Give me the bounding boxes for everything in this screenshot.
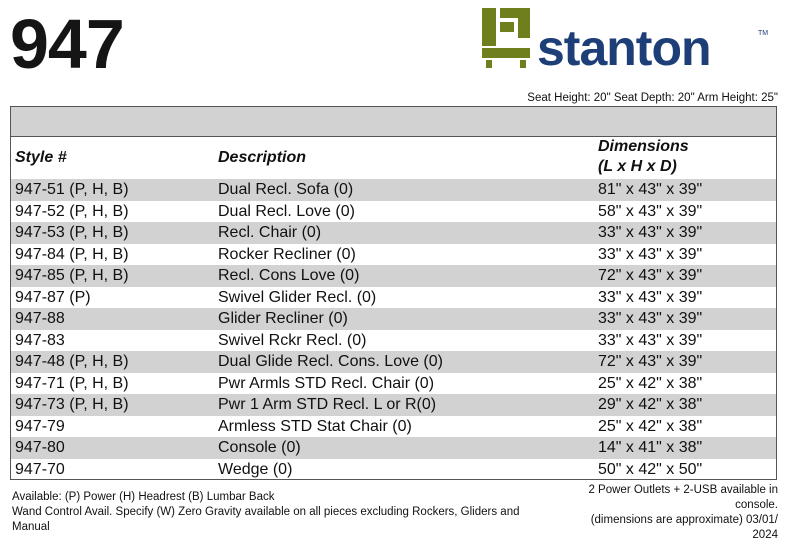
table-row [11,351,776,373]
product-table [10,106,777,480]
dimensions-cell: 33" x 43" x 39" [598,245,703,263]
description-cell: Pwr Armls STD Recl. Chair (0) [218,374,435,392]
seat-dimensions-info: Seat Height: 20" Seat Depth: 20" Arm Height: 25" [527,92,778,104]
table-row [11,330,776,352]
description-cell: Glider Recliner (0) [218,310,348,327]
column-header-dimensions: Dimensions [598,138,689,155]
description-cell: Swivel Glider Recl. (0) [218,288,377,306]
logo-mark-icon [482,8,534,68]
style-cell: 947-83 [15,331,65,349]
description-cell: Dual Recl. Sofa (0) [218,181,354,198]
dimensions-cell: 72" x 43" x 39" [598,267,703,284]
table-row [11,437,776,459]
dimensions-cell: 50" x 42" x 50" [598,460,703,478]
style-cell: 947-87 (P) [15,288,91,306]
brand-name: stanton [537,20,711,76]
table-row [11,265,776,287]
description-cell: Armless STD Stat Chair (0) [218,417,412,435]
table-row [11,416,776,438]
description-cell: Recl. Cons Love (0) [218,267,360,284]
table-row [11,394,776,416]
dimensions-disclaimer: (dimensions are approximate) 03/01/ 2024 [590,514,778,541]
description-cell: Pwr 1 Arm STD Recl. L or R(0) [218,396,437,413]
power-outlets-note: 2 Power Outlets + 2-USB available in console. [588,484,778,511]
style-cell: 947-88 [15,310,65,327]
dimensions-cell: 72" x 43" x 39" [598,353,703,370]
availability-legend: Available: (P) Power (H) Headrest (B) Lumbar Back [12,491,275,503]
description-cell: Dual Recl. Love (0) [218,202,355,220]
model-number: 947 [10,5,124,83]
dimensions-cell: 25" x 42" x 38" [598,374,703,392]
description-cell: Wedge (0) [218,460,293,478]
dimensions-cell: 58" x 43" x 39" [598,202,703,220]
style-cell: 947-53 (P, H, B) [15,224,129,241]
table-header [11,137,776,179]
column-header-style: Style # [15,149,67,166]
dimensions-cell: 33" x 43" x 39" [598,224,703,241]
style-cell: 947-85 (P, H, B) [15,267,129,284]
description-cell: Console (0) [218,439,301,456]
table-row [11,201,776,223]
description-cell: Recl. Chair (0) [218,224,322,241]
style-cell: 947-80 [15,439,65,456]
style-cell: 947-79 [15,417,65,435]
table-row [11,287,776,309]
style-cell: 947-52 (P, H, B) [15,202,129,220]
table-row [11,244,776,266]
description-cell: Rocker Recliner (0) [218,245,356,263]
dimensions-cell: 33" x 43" x 39" [598,331,703,349]
table-row [11,459,776,481]
console-notes [568,483,778,543]
style-cell: 947-84 (P, H, B) [15,245,129,263]
style-cell: 947-51 (P, H, B) [15,181,129,198]
table-row [11,179,776,201]
table-row [11,222,776,244]
column-header-dimensions-units: (L x H x D) [598,158,677,175]
wand-control-note: Wand Control Avail. Specify (W) Zero Gravity available on all pieces excluding Rockers, Gliders and Manual [12,506,520,533]
column-header-description: Description [218,149,307,166]
availability-notes [12,490,552,535]
table-body [11,179,776,480]
dimensions-cell: 81" x 43" x 39" [598,181,703,198]
table-top-band [11,107,776,137]
style-cell: 947-48 (P, H, B) [15,353,129,370]
style-cell: 947-71 (P, H, B) [15,374,129,392]
style-cell: 947-73 (P, H, B) [15,396,129,413]
dimensions-cell: 25" x 42" x 38" [598,417,703,435]
brand-trademark: TM [758,30,769,37]
description-cell: Dual Glide Recl. Cons. Love (0) [218,353,443,370]
dimensions-cell: 14" x 41" x 38" [598,439,703,456]
description-cell: Swivel Rckr Recl. (0) [218,331,367,349]
dimensions-cell: 29" x 42" x 38" [598,396,703,413]
style-cell: 947-70 [15,460,65,478]
dimensions-cell: 33" x 43" x 39" [598,288,703,306]
table-row [11,308,776,330]
dimensions-cell: 33" x 43" x 39" [598,310,703,327]
table-row [11,373,776,395]
stanton-logo [482,8,772,76]
